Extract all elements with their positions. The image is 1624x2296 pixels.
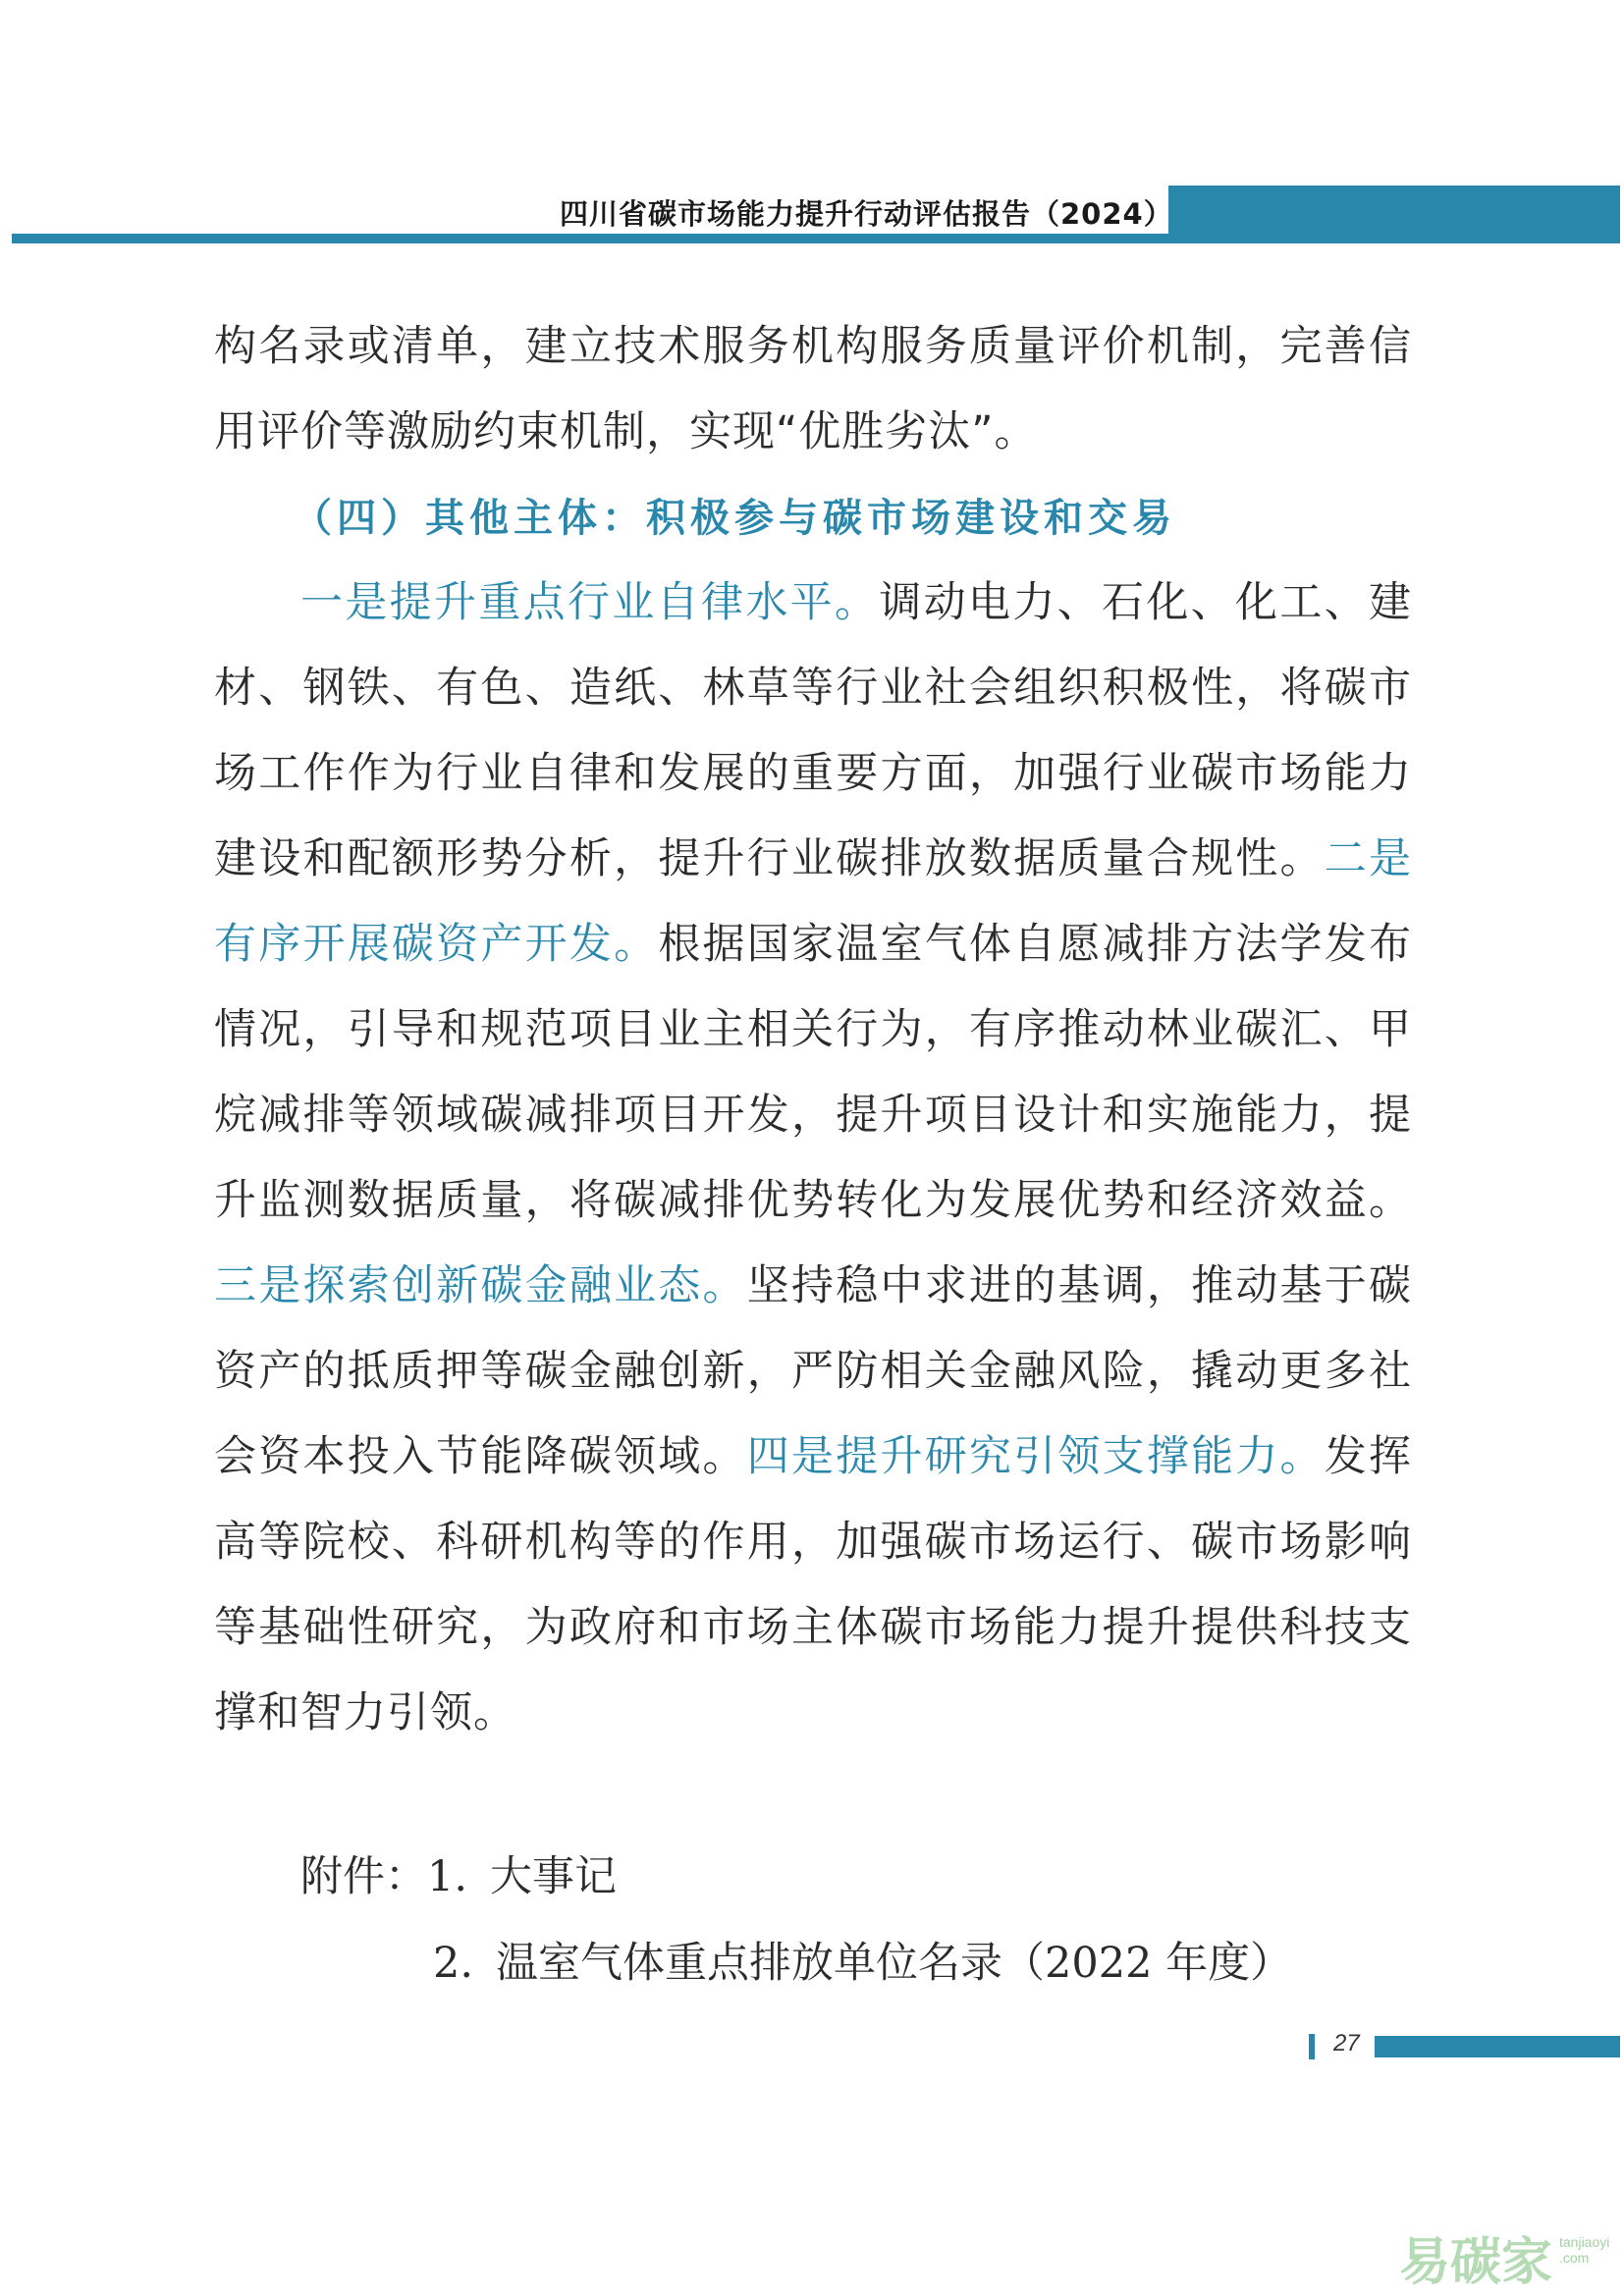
running-header-title: 四川省碳市场能力提升行动评估报告（2024） <box>560 197 1173 231</box>
watermark-logo-text: 易碳家 <box>1399 2233 1553 2292</box>
footer-rule <box>1375 2036 1620 2057</box>
attachment-item <box>300 1834 1292 1920</box>
attachment-item <box>300 1920 1292 2006</box>
highlight-point-1: 一是提升重点行业自律水平。 <box>300 578 880 627</box>
watermark-domain-line2: .com <box>1559 2250 1590 2266</box>
attachment-title: 温室气体重点排放单位名录（2022 年度） <box>496 1939 1293 1988</box>
header-accent-block <box>1168 186 1620 234</box>
watermark-domain-line1: tanjiaoyi <box>1559 2234 1610 2250</box>
highlight-point-3: 三是探索创新碳金融业态。 <box>214 1261 747 1310</box>
point-2-text: 根据国家温室气体自愿减排方法学发布情况，引导和规范项目业主相关行为，有序推动林业碳汇、甲烷减排等领域碳减排项目开发，提升项目设计和实施能力，提升监测数据质量，将碳减排优势转化为发展优势和经济效益。 <box>214 920 1413 1225</box>
attachment-number: 1. <box>427 1852 468 1901</box>
paragraph-continuation: 构名录或清单，建立技术服务机构服务质量评价机制，完善信用评价等激励约束机制，实现“优胜劣汰”。 <box>214 322 1412 456</box>
point-1-text: 调动电力、石化、化工、建材、钢铁、有色、造纸、林草等行业社会组织积极性，将碳市场工作作为行业自律和发展的重要方面，加强行业碳市场能力建设和配额形势分析，提升行业碳排放数据质量合规性。 <box>214 578 1413 883</box>
attachments-label: 附件： <box>300 1852 427 1901</box>
attachments-list <box>300 1834 1292 2006</box>
paragraph-main <box>214 561 1412 1756</box>
page-number: 27 <box>1333 2030 1360 2056</box>
section-subheading: （四）其他主体：积极参与碳市场建设和交易 <box>293 495 1176 541</box>
footer-tick-mark <box>1309 2034 1315 2059</box>
attachment-number: 2. <box>433 1939 474 1988</box>
header-rule <box>12 234 1620 243</box>
watermark-domain <box>1559 2234 1609 2266</box>
attachment-title: 大事记 <box>490 1852 617 1901</box>
point-3-text: 坚持稳中求进的基调，推动基于碳资产的抵质押等碳金融创新，严防相关金融风险，撬动更多社会资本投入节能降碳领域。 <box>214 1261 1413 1481</box>
body-text <box>214 304 1412 1756</box>
point-4-text: 发挥高等院校、科研机构等的作用，加强碳市场运行、碳市场影响等基础性研究，为政府和市场主体碳市场能力提升提供科技支撑和智力引领。 <box>214 1432 1413 1737</box>
highlight-point-4: 四是提升研究引领支撑能力。 <box>746 1432 1325 1481</box>
highlight-point-2: 二是有序开展碳资产开发。 <box>214 834 1413 969</box>
